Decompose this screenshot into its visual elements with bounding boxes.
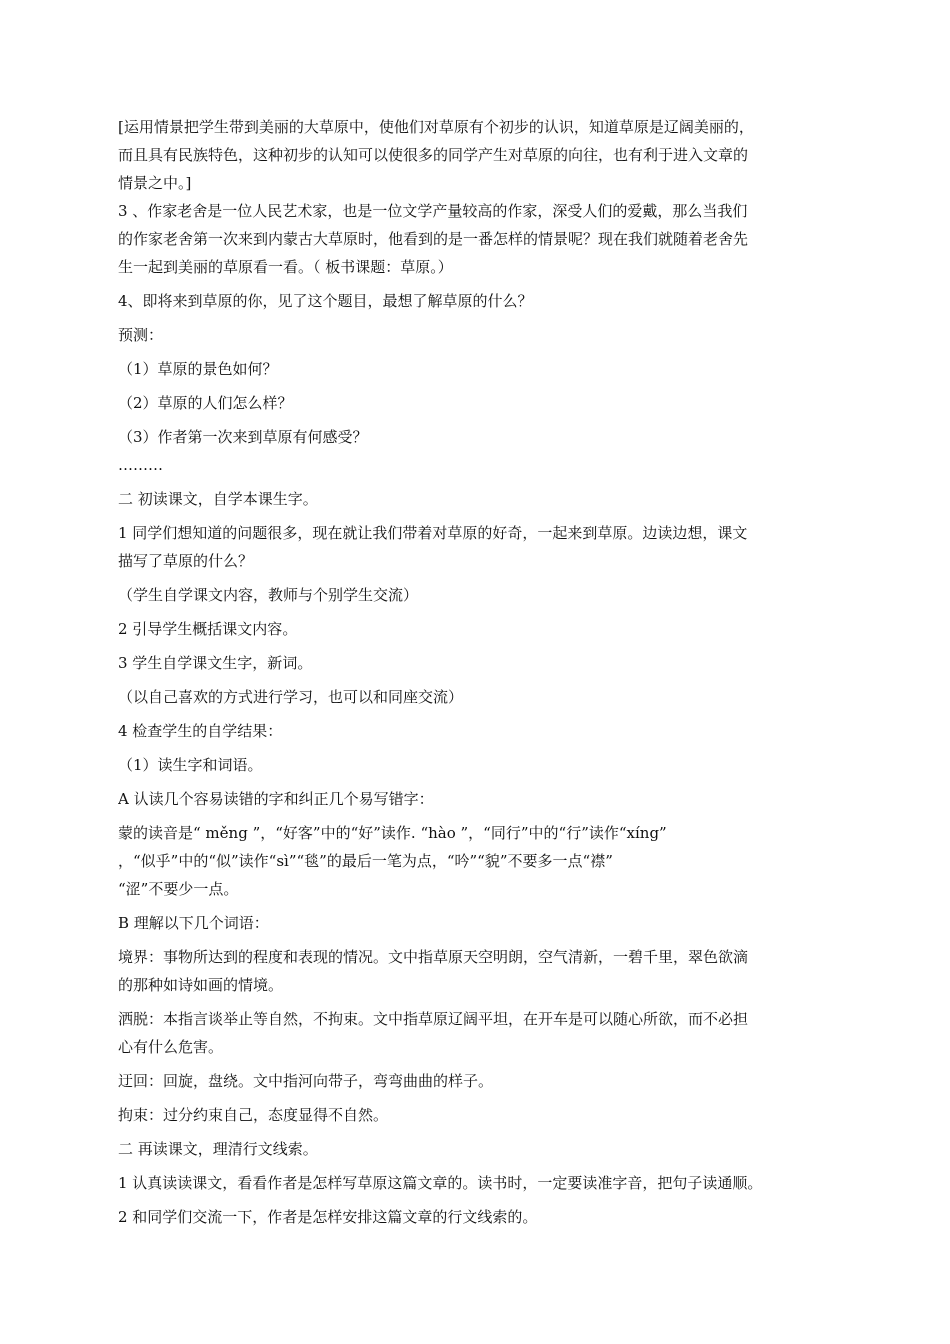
paragraph-line: 描写了草原的什么？ bbox=[118, 552, 254, 570]
paragraph-line: 而且具有民族特色，这种初步的认知可以使很多的同学产生对草原的向往，也有利于进入文章的 bbox=[118, 146, 749, 164]
paragraph-line: （以自己喜欢的方式进行学习，也可以和同座交流） bbox=[118, 688, 464, 706]
paragraph-line: 的那种如诗如画的情境。 bbox=[118, 976, 284, 994]
section-heading: 二 再读课文，理清行文线索。 bbox=[118, 1140, 318, 1158]
paragraph-line: 3 、作家老舍是一位人民艺术家，也是一位文学产量较高的作家，深受人们的爱戴，那么当我们 bbox=[118, 202, 748, 220]
paragraph-line: 境界：事物所达到的程度和表现的情况。文中指草原天空明朗，空气清新，一碧千里，翠色欲滴 bbox=[118, 948, 749, 966]
paragraph-line: 迂回：回旋，盘绕。文中指河向带子，弯弯曲曲的样子。 bbox=[118, 1072, 494, 1090]
list-item: （2）草原的人们怎么样？ bbox=[118, 394, 293, 412]
paragraph-line: ，“似乎”中的“似”读作“sì”“毯”的最后一笔为点，“吟”“貌”不要多一点“襟” bbox=[118, 852, 613, 870]
paragraph-line: [运用情景把学生带到美丽的大草原中，使他们对草原有个初步的认识，知道草原是辽阔美丽的， bbox=[118, 118, 754, 136]
paragraph-line: 4、即将来到草原的你，见了这个题目，最想了解草原的什么？ bbox=[118, 292, 533, 310]
paragraph-line: 心有什么危害。 bbox=[118, 1038, 224, 1056]
paragraph-line: 预测： bbox=[118, 326, 164, 344]
paragraph-line: 3 学生自学课文生字，新词。 bbox=[118, 654, 313, 672]
paragraph-line: 蒙的读音是“ měng ”，“好客”中的“好”读作. “hào ”，“同行”中的“行”读作“xíng” bbox=[118, 824, 667, 842]
paragraph-line: 1 同学们想知道的问题很多，现在就让我们带着对草原的好奇，一起来到草原。边读边想，课文 bbox=[118, 524, 748, 542]
ellipsis: ……… bbox=[118, 456, 163, 474]
paragraph-line: 拘束：过分约束自己，态度显得不自然。 bbox=[118, 1106, 389, 1124]
paragraph-line: A 认读几个容易读错的字和纠正几个易写错字： bbox=[118, 790, 434, 808]
paragraph-line: 2 引导学生概括课文内容。 bbox=[118, 620, 298, 638]
paragraph-line: 生一起到美丽的草原看一看。（ 板书课题：草原。） bbox=[118, 258, 453, 276]
paragraph-line: 1 认真读读课文，看看作者是怎样写草原这篇文章的。读书时，一定要读准字音，把句子读通顺。 bbox=[118, 1174, 763, 1192]
paragraph-line: B 理解以下几个词语： bbox=[118, 914, 269, 932]
paragraph-line: “涩”不要少一点。 bbox=[118, 880, 239, 898]
list-item: （3）作者第一次来到草原有何感受？ bbox=[118, 428, 368, 446]
list-item: （1）草原的景色如何？ bbox=[118, 360, 278, 378]
paragraph-line: 情景之中。] bbox=[118, 174, 192, 192]
paragraph-line: 2 和同学们交流一下，作者是怎样安排这篇文章的行文线索的。 bbox=[118, 1208, 538, 1226]
section-heading: 二 初读课文，自学本课生字。 bbox=[118, 490, 318, 508]
document-body bbox=[118, 113, 838, 1231]
paragraph-line: 洒脱：本指言谈举止等自然，不拘束。文中指草原辽阔平坦，在开车是可以随心所欲，而不必担 bbox=[118, 1010, 749, 1028]
paragraph-line: 的作家老舍第一次来到内蒙古大草原时，他看到的是一番怎样的情景呢？现在我们就随着老舍先 bbox=[118, 230, 749, 248]
list-item: （1）读生字和词语。 bbox=[118, 756, 263, 774]
paragraph-line: 4 检查学生的自学结果： bbox=[118, 722, 283, 740]
paragraph-line: （学生自学课文内容，教师与个别学生交流） bbox=[118, 586, 419, 604]
